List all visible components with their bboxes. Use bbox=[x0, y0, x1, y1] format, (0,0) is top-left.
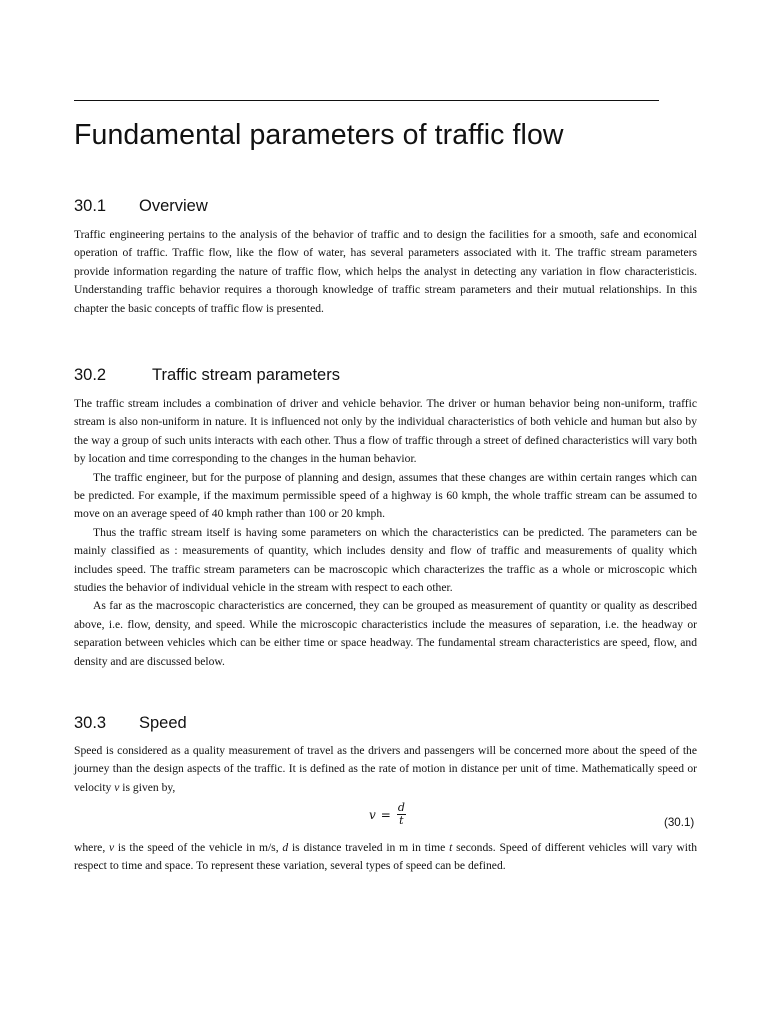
section-heading-speed bbox=[74, 714, 187, 733]
speed-definition-text bbox=[74, 839, 697, 876]
traffic-stream-text bbox=[74, 395, 697, 671]
section-heading-traffic-stream bbox=[74, 366, 340, 385]
section-number: 30.3 bbox=[74, 714, 107, 732]
paragraph: The traffic engineer, but for the purpose of planning and design, assumes that these changes are within certain ranges which can be predicted. For example, if the maximum permissible speed of a highway is 60 kmph, the whole traffic stream can be assumed to move on an average speed of 40 kmph rather than 100 or 20 kmph. bbox=[74, 470, 697, 521]
section-title: Traffic stream parameters bbox=[152, 366, 340, 384]
paragraph: Traffic engineering pertains to the analysis of the behavior of traffic and to design the facilities for a smooth, safe and economical operation of traffic. Traffic flow, like the flow of water, has several parameters associated with it. The traffic stream parameters provide information regarding the nature of traffic flow, which helps the analyst in detecting any variation in flow characteristicis. Understanding traffic behavior requires a thorough knowledge of traffic stream parameters and their mutual relationships. In this chapter the basic concepts of traffic flow is presented. bbox=[74, 228, 697, 315]
paragraph: The traffic stream includes a combination of driver and vehicle behavior. The driver or human behavior being non-uniform, traffic stream is also non-uniform in nature. It is influenced not only by the individual characteristics of both vehicle and human but also by the way a group of such units interacts with each other. Thus a flow of traffic through a street of defined characteristics will vary both by location and time corresponding to the changes in the human behavior. bbox=[74, 397, 697, 466]
speed-equation bbox=[369, 802, 406, 827]
section-number: 30.2 bbox=[74, 366, 107, 384]
equation-lhs: v bbox=[369, 807, 376, 822]
equation-number: (30.1) bbox=[664, 816, 695, 829]
section-title: Overview bbox=[139, 197, 208, 215]
chapter-title: Fundamental parameters of traffic flow bbox=[74, 119, 564, 151]
section-heading-overview bbox=[74, 197, 208, 216]
equation-equals: = bbox=[380, 807, 391, 822]
section-title: Speed bbox=[139, 714, 187, 732]
paragraph: Thus the traffic stream itself is having some parameters on which the characteristics can be predicted. The parameters can be mainly classified as : measurements of quantity, which includes density and flow of traffic and measurements of quality which includes speed. The traffic stream parameters can be macroscopic which characterizes the traffic as a whole or microscopic which studies the behavior of individual vehicle in the stream with respect to each other. bbox=[74, 525, 697, 595]
speed-text bbox=[74, 742, 697, 797]
paragraph: Speed is considered as a quality measurement of travel as the drivers and passengers will be concerned more about the speed of the journey than the design aspects of the traffic. It is defined as the rate of motion in distance per unit of time. Mathematically speed or velocity v is given by, bbox=[74, 744, 697, 794]
overview-text bbox=[74, 226, 697, 318]
section-number: 30.1 bbox=[74, 197, 107, 215]
fraction-numerator: d bbox=[397, 801, 405, 814]
top-rule bbox=[74, 100, 659, 101]
paragraph: where, v is the speed of the vehicle in m/s, d is distance traveled in m in time t seconds. Speed of different vehicles will vary with respect to time and space. To represent these variation, several types of speed can be defined. bbox=[74, 841, 698, 873]
fraction-denominator: t bbox=[399, 814, 404, 827]
equation-fraction bbox=[397, 802, 406, 827]
paragraph: As far as the macroscopic characteristics are concerned, they can be grouped as measurement of quantity or quality as described above, i.e. flow, density, and speed. While the microscopic characteristics include the measures of separation, i.e. the headway or separation between vehicles which can be either time or space headway. The fundamental stream characteristics are speed, flow, and density and are discussed below. bbox=[74, 599, 697, 668]
